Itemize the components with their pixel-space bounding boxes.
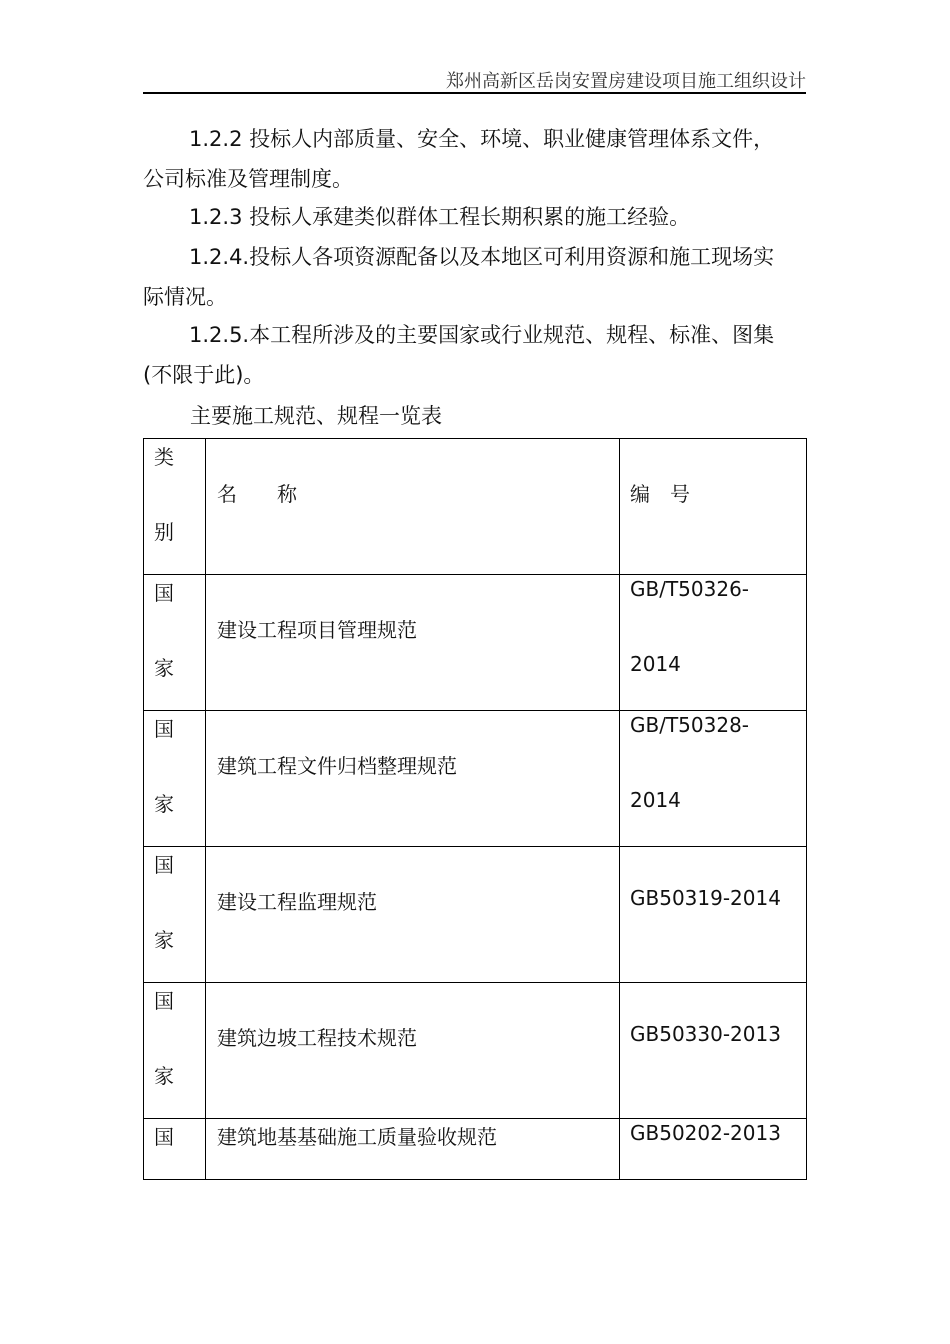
row-category-bottom: 家 xyxy=(154,928,174,952)
row-name: 建筑地基基础施工质量验收规范 xyxy=(217,1125,497,1149)
row-code: GB50202-2013 xyxy=(630,1121,781,1145)
header-category-top: 类 xyxy=(154,445,174,469)
paragraph-line: 际情况。 xyxy=(143,285,227,309)
paragraph-line: 1.2.2 投标人内部质量、安全、环境、职业健康管理体系文件， xyxy=(189,127,775,151)
row-category-top: 国 xyxy=(154,1125,174,1149)
page-header xyxy=(143,62,806,94)
row-category-top: 国 xyxy=(154,581,174,605)
row-code-part1: GB/T50328- xyxy=(630,713,750,737)
row-code-part2: 2014 xyxy=(630,788,681,812)
paragraph-1-2-3 xyxy=(143,197,806,237)
paragraph-line: 1.2.4.投标人各项资源配备以及本地区可利用资源和施工现场实 xyxy=(189,245,775,269)
row-name: 建筑边坡工程技术规范 xyxy=(217,1026,417,1050)
row-code-part1: GB/T50326- xyxy=(630,577,750,601)
table-row xyxy=(144,575,807,711)
row-code: GB50330-2013 xyxy=(630,1022,781,1046)
paragraph-line: 1.2.5.本工程所涉及的主要国家或行业规范、规程、标准、图集 xyxy=(189,323,775,347)
row-category-top: 国 xyxy=(154,853,174,877)
row-category-bottom: 家 xyxy=(154,656,174,680)
spec-table xyxy=(143,438,807,1180)
table-row xyxy=(144,1119,807,1180)
paragraph-line: 1.2.3 投标人承建类似群体工程长期积累的施工经验。 xyxy=(189,205,691,229)
header-category-bottom: 别 xyxy=(154,520,174,544)
row-name: 建筑工程文件归档整理规范 xyxy=(217,754,457,778)
row-code: GB50319-2014 xyxy=(630,886,781,910)
row-code-part2: 2014 xyxy=(630,652,681,676)
paragraph-1-2-4 xyxy=(143,237,806,317)
header-code: 编 号 xyxy=(630,482,690,506)
table-row xyxy=(144,983,807,1119)
paragraph-line: 公司标准及管理制度。 xyxy=(143,167,353,191)
row-category-bottom: 家 xyxy=(154,792,174,816)
header-name: 名 称 xyxy=(217,482,297,506)
table-caption: 主要施工规范、规程一览表 xyxy=(190,404,442,428)
table-row xyxy=(144,847,807,983)
row-name: 建设工程项目管理规范 xyxy=(217,618,417,642)
row-category-top: 国 xyxy=(154,717,174,741)
header-title: 郑州高新区岳岗安置房建设项目施工组织设计 xyxy=(446,71,806,92)
paragraph-1-2-5 xyxy=(143,315,806,395)
table-row xyxy=(144,711,807,847)
row-category-bottom: 家 xyxy=(154,1064,174,1088)
paragraph-1-2-2 xyxy=(143,119,806,199)
row-name: 建设工程监理规范 xyxy=(217,890,377,914)
table-header-row xyxy=(144,439,807,575)
paragraph-line: (不限于此)。 xyxy=(143,363,265,387)
row-category-top: 国 xyxy=(154,989,174,1013)
